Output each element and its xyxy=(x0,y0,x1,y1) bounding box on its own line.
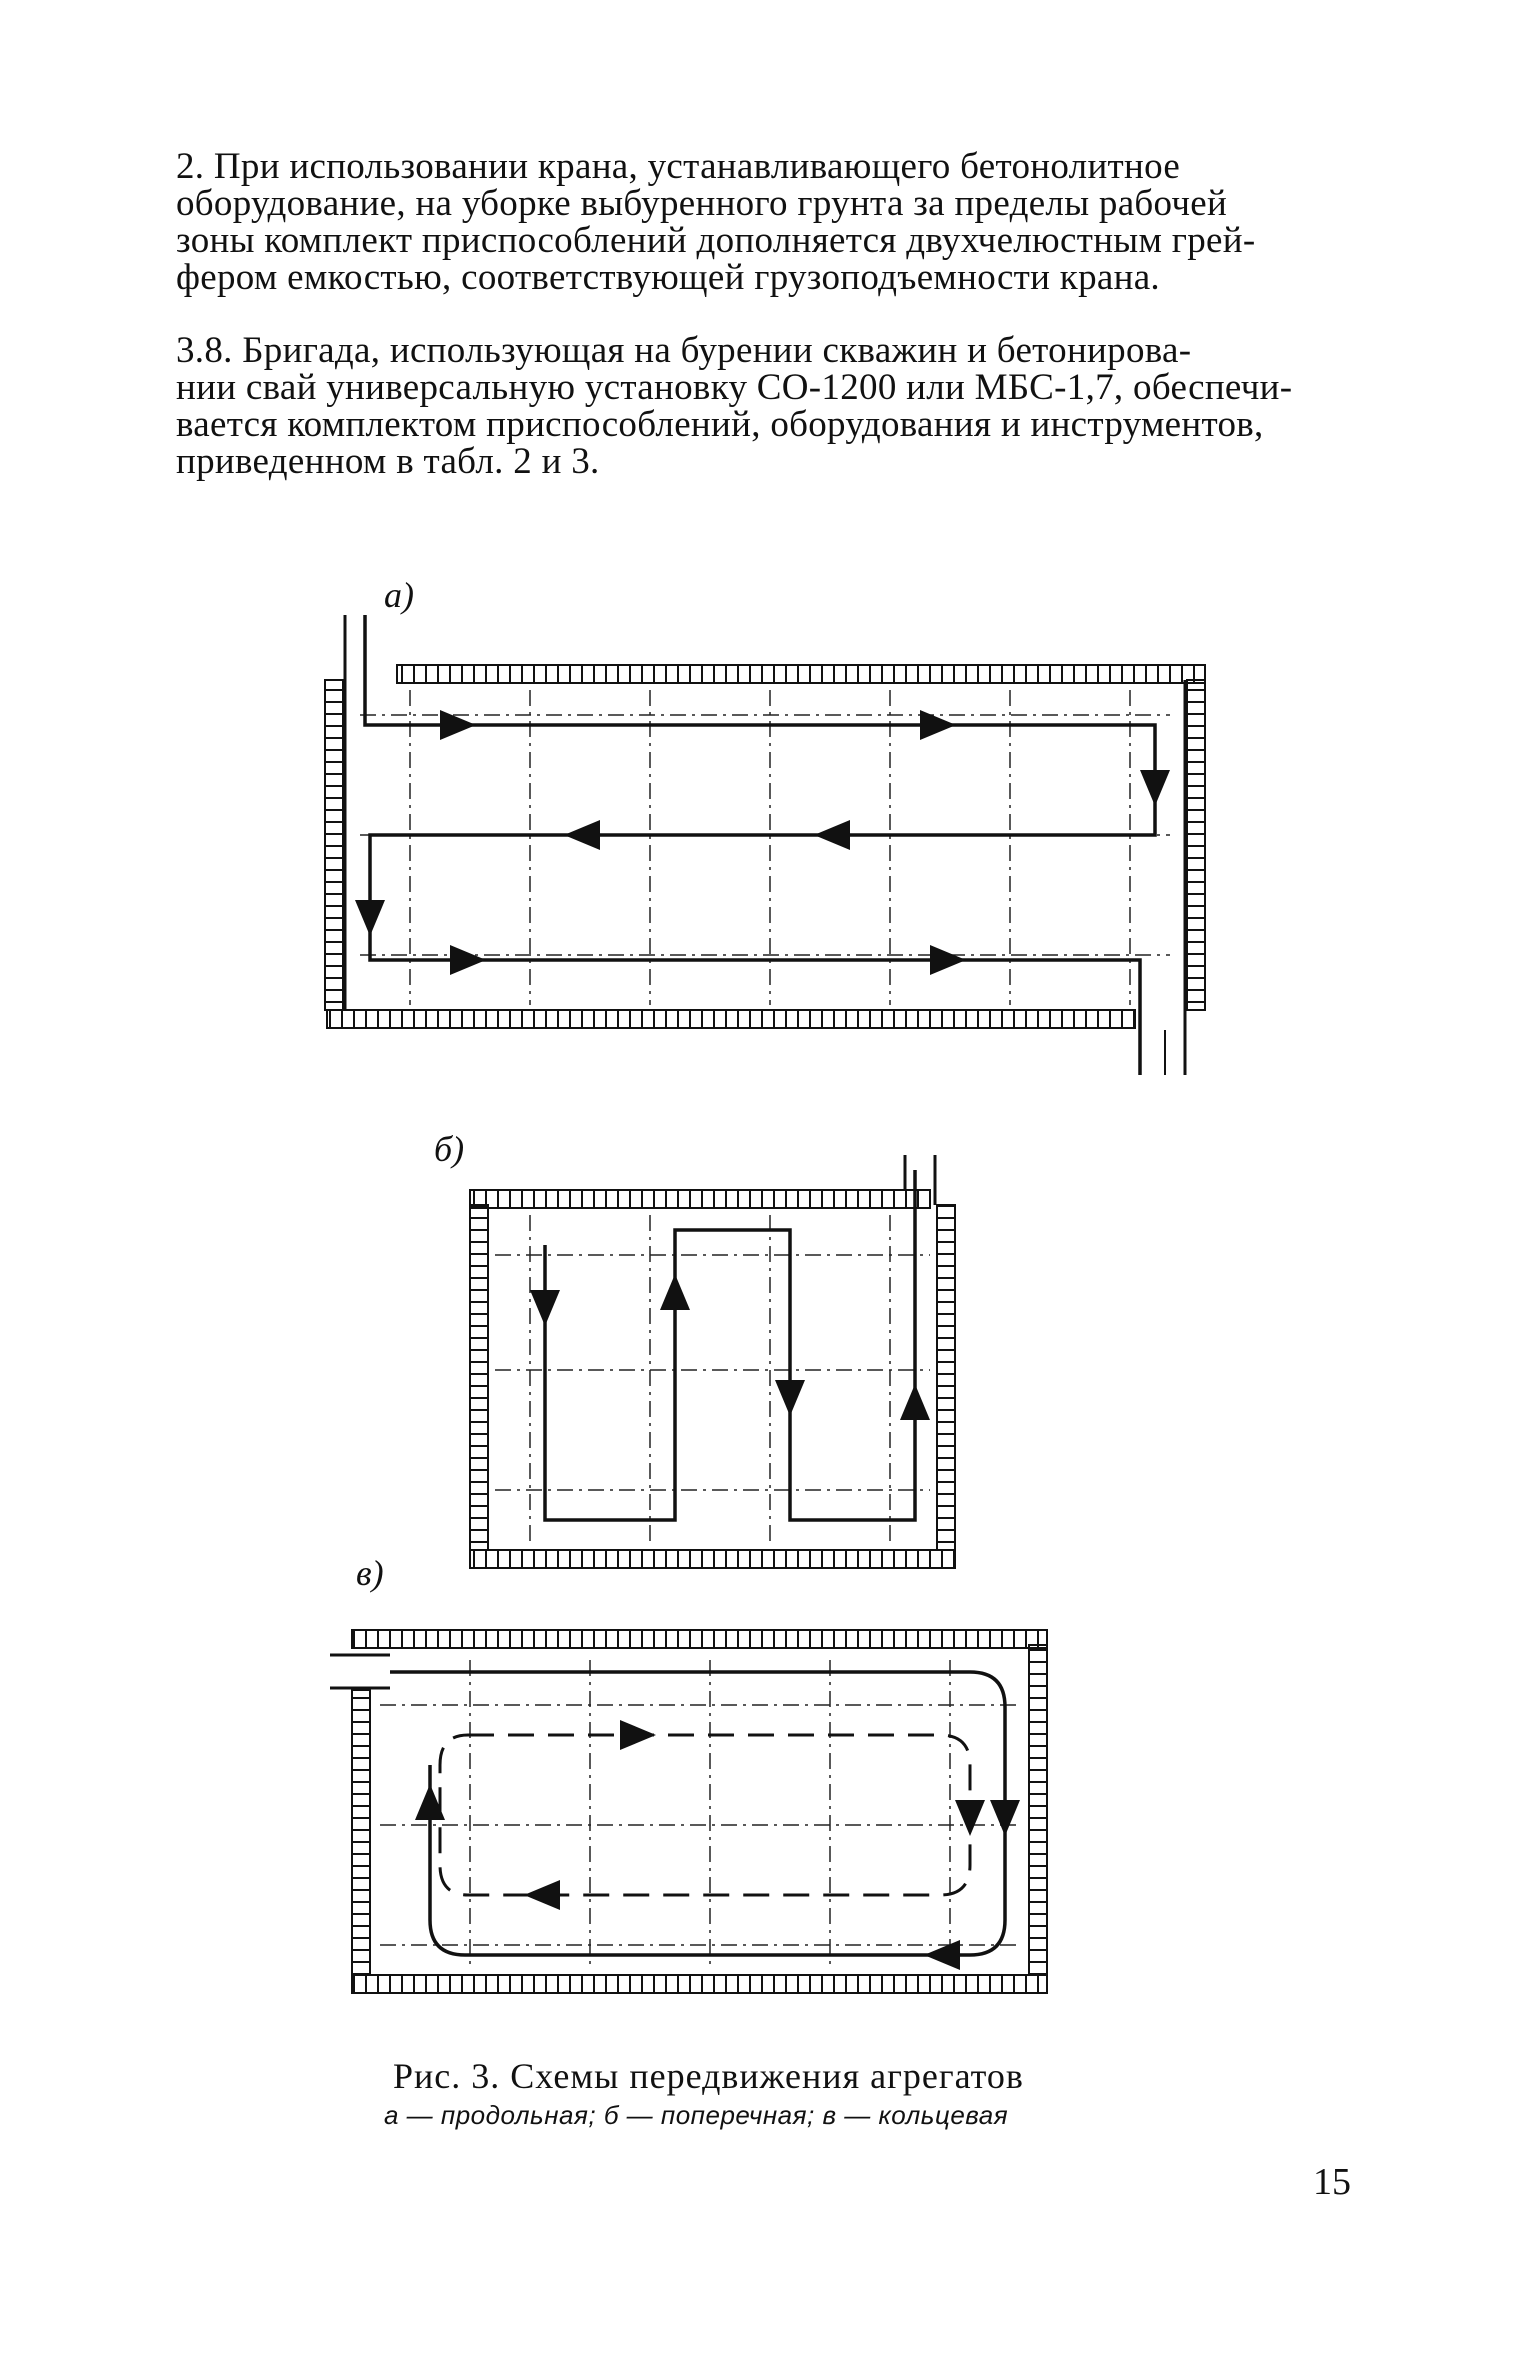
page-number: 15 xyxy=(1313,2161,1351,2203)
paragraph-line: нии свай универсальную установку СО-1200 или МБС-1,7, обеспечи- xyxy=(176,367,1293,408)
paragraph-line: оборудование, на уборке выбуренного грунта за пределы рабочей xyxy=(176,183,1228,224)
paragraph-line: 3.8. Бригада, использующая на бурении скважин и бетонирова- xyxy=(176,330,1192,371)
scheme-b xyxy=(470,1155,955,1568)
paragraph-line: фером емкостью, соответствующей грузоподъемности крана. xyxy=(176,257,1160,298)
scheme-a-label: а) xyxy=(384,575,414,615)
scheme-a xyxy=(325,615,1205,1075)
paragraph-line: 2. При использовании крана, устанавливающего бетонолитное xyxy=(176,146,1181,187)
figure-caption: Рис. 3. Схемы передвижения агрегатов xyxy=(393,2056,1024,2096)
scheme-b-label: б) xyxy=(434,1129,465,1169)
paragraph-line: приведенном в табл. 2 и 3. xyxy=(176,441,600,482)
paragraph-line: зоны комплект приспособлений дополняется двухчелюстным грей- xyxy=(176,220,1256,261)
paragraph-line: вается комплектом приспособлений, оборудования и инструментов, xyxy=(176,404,1264,445)
figure-legend: а — продольная; б — поперечная; в — кольцевая xyxy=(384,2100,1009,2130)
scheme-v xyxy=(330,1630,1047,1993)
scheme-v-label: в) xyxy=(356,1553,384,1593)
